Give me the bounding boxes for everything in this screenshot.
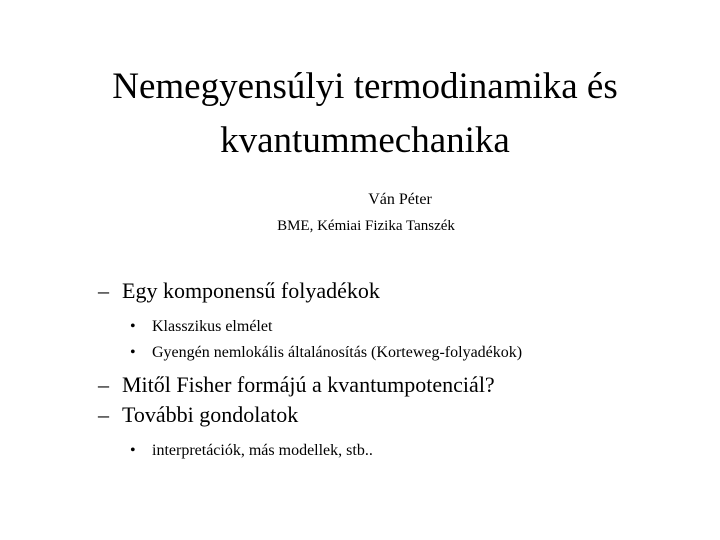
outline-item-text: Egy komponensű folyadékok: [122, 278, 380, 303]
spacer: [98, 430, 698, 438]
slide-title: [0, 60, 720, 168]
outline-item: [98, 276, 698, 306]
outline-item: [98, 370, 698, 400]
outline-list: [98, 276, 698, 464]
outline-subitem-text: Klasszikus elmélet: [152, 318, 273, 335]
affiliation: BME, Kémiai Fizika Tanszék: [277, 218, 455, 234]
outline-item-text: További gondolatok: [122, 402, 299, 427]
title-line-1: Nemegyensúlyi termodinamika és: [112, 66, 618, 107]
spacer: [98, 306, 698, 314]
dash-marker: –: [98, 402, 109, 427]
outline-subitem: [98, 314, 698, 340]
outline-subitem: [98, 438, 698, 464]
outline-subitem-text: Gyengén nemlokális általánosítás (Korteweg-folyadékok): [152, 344, 523, 361]
dash-marker: –: [98, 278, 109, 303]
bullet-marker: •: [130, 318, 136, 335]
title-line-2: kvantummechanika: [220, 120, 510, 161]
author-name: Ván Péter: [368, 191, 432, 208]
outline-item-text: Mitől Fisher formájú a kvantumpotenciál?: [122, 372, 495, 397]
outline-item: [98, 400, 698, 430]
outline-subitem: [98, 340, 698, 366]
outline-subitem-text: interpretációk, más modellek, stb..: [152, 442, 373, 459]
bullet-marker: •: [130, 442, 136, 459]
bullet-marker: •: [130, 344, 136, 361]
dash-marker: –: [98, 372, 109, 397]
